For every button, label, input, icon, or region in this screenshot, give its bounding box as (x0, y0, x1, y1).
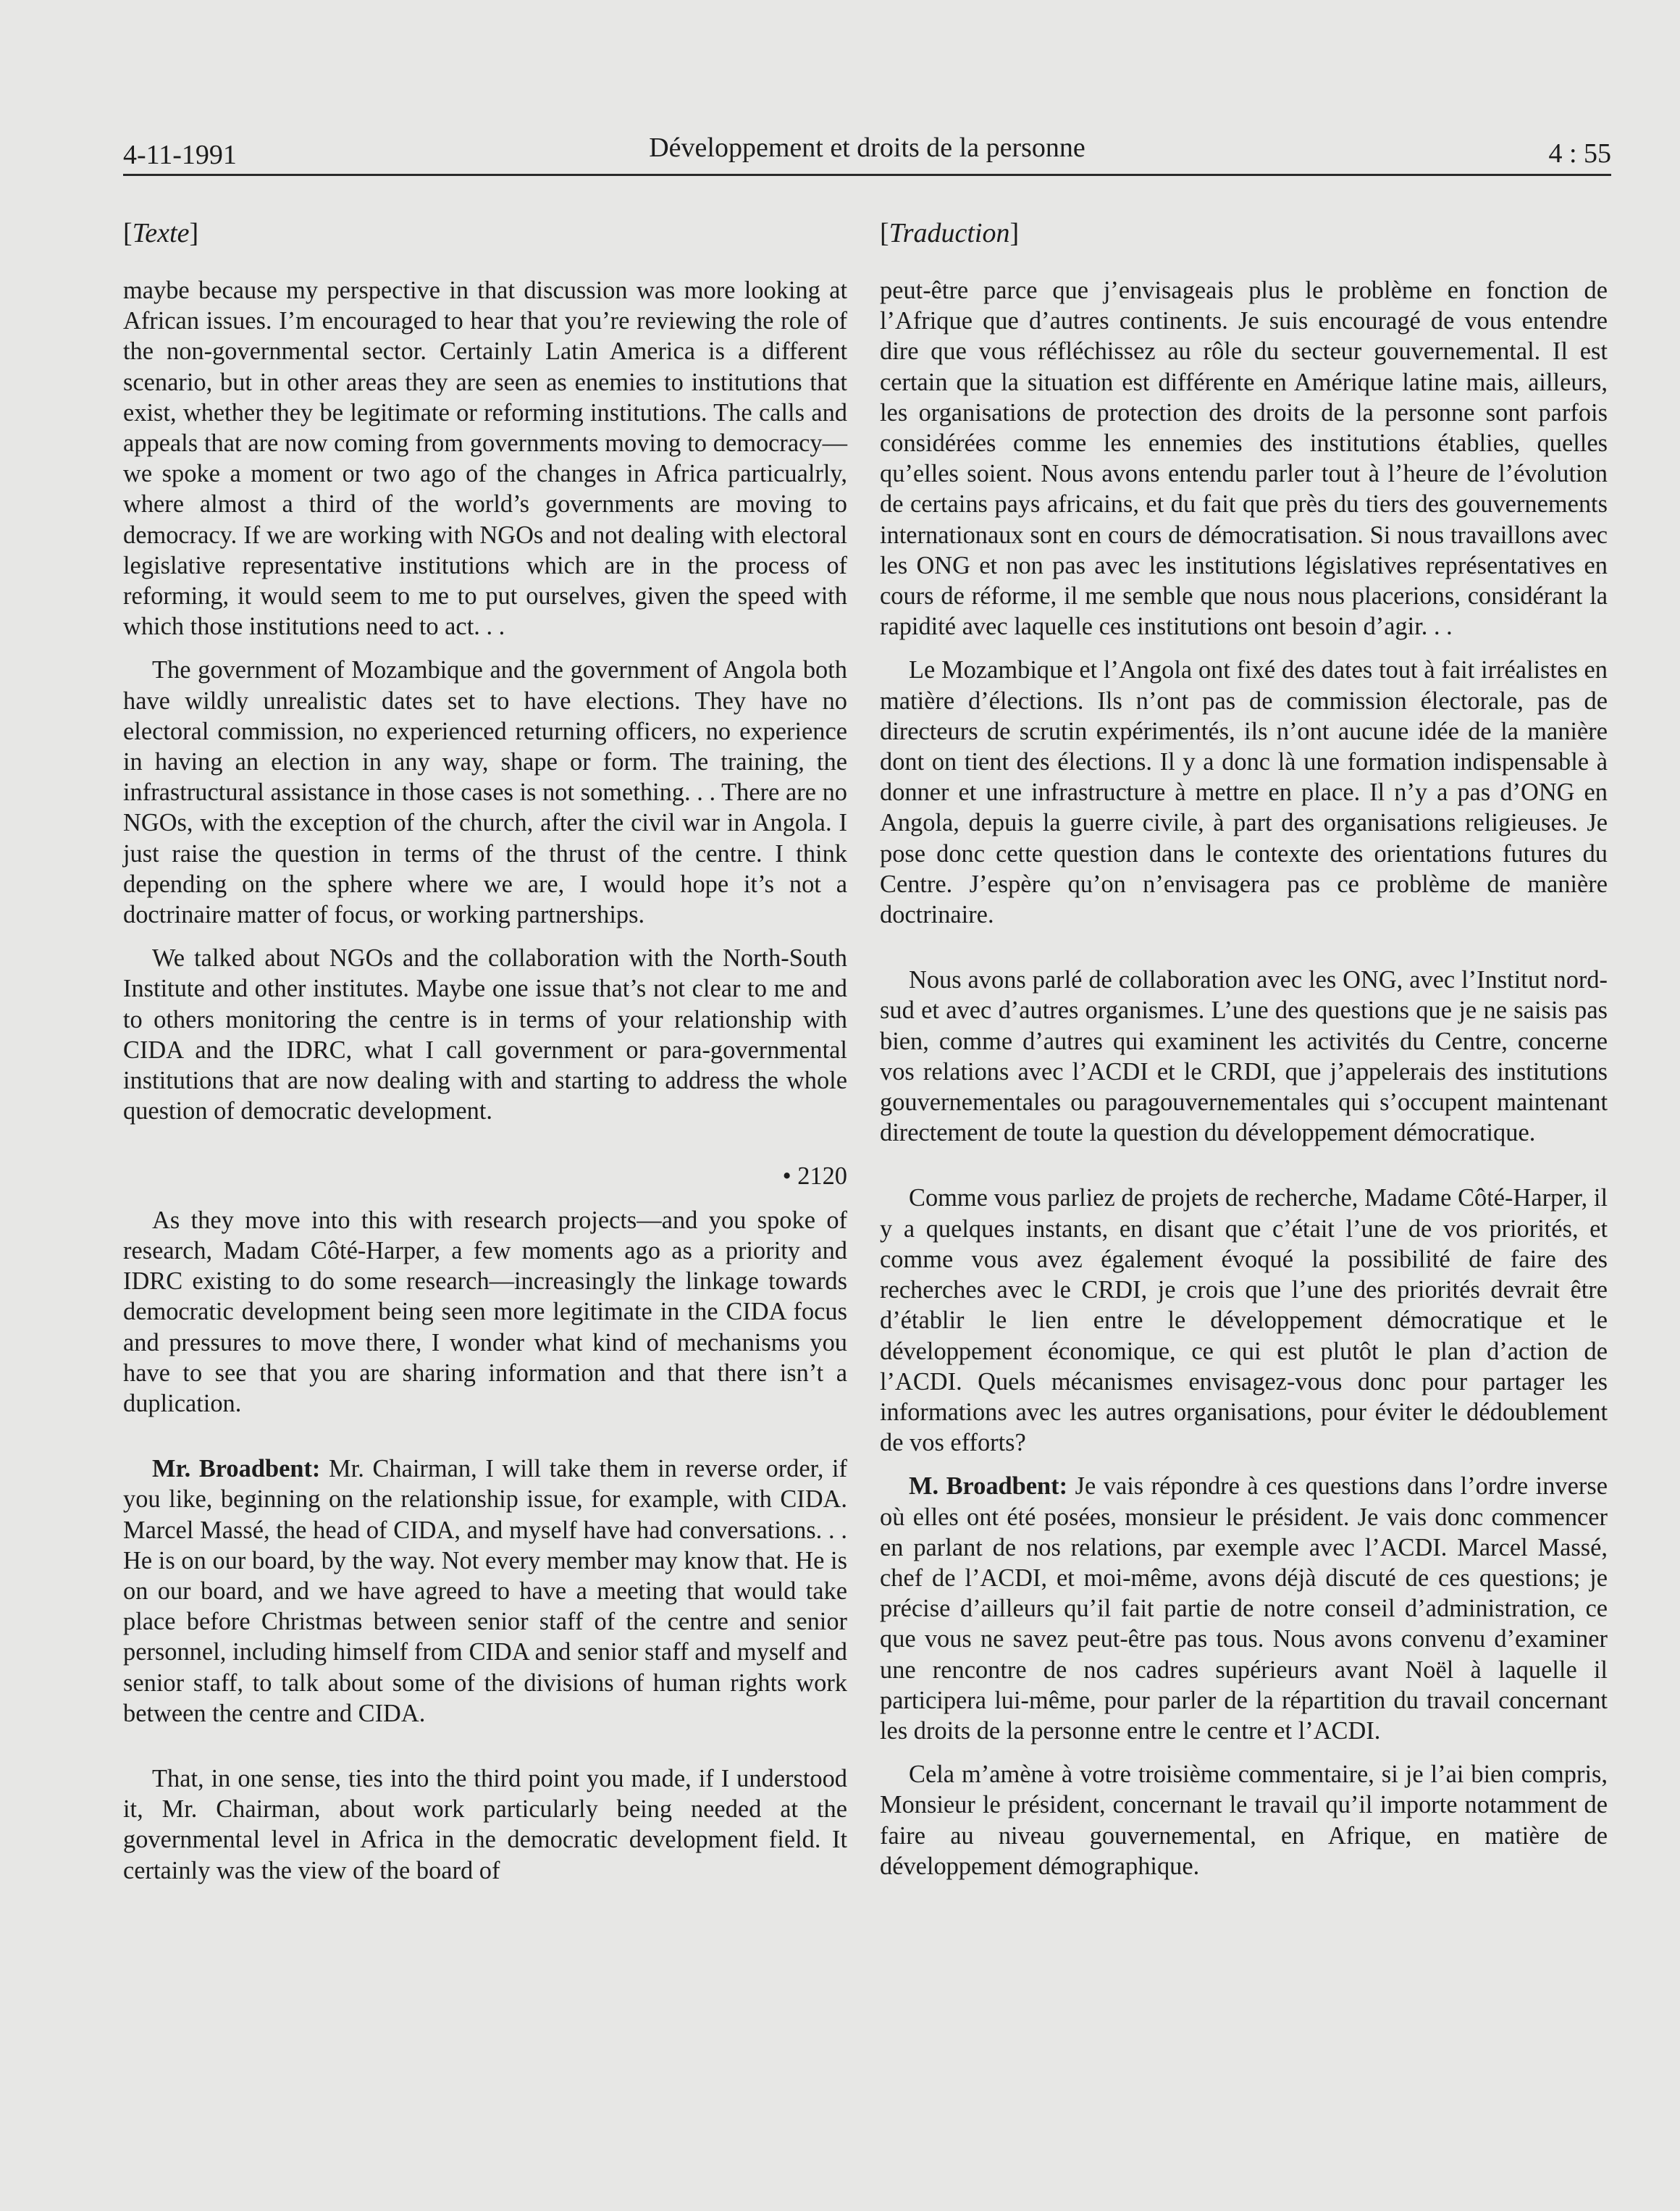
paragraph: We talked about NGOs and the collaboration with the North-South Institute and other institutes. Maybe one issue that’s not clear to me and to others monitoring the centre is in terms of your relationship with CIDA and the IDRC, what I call government or para-governmental institutions that are now dealing with and starting to address the whole question of democratic development. (123, 944, 847, 1125)
time-marker: • 2120 (782, 1162, 847, 1191)
paragraph: Cela m’amène à votre troisième commentaire, si je l’ai bien compris, Monsieur le président, concernant le travail qu’il importe notamment de faire au niveau gouvernemental, en Afrique, en matière de développement démographique. (880, 1761, 1608, 1880)
paragraph: As they move into this with research projects—and you spoke of research, Madam Côté-Harper, a few moments ago as a priority and IDRC existing to do some research—increasingly the linkage towards democratic development being seen more legitimate in the CIDA focus and pressures to move there, I wonder what kind of mechanisms you have to see that you are sharing information and that there isn’t a duplication. (123, 1206, 847, 1417)
paragraph: The government of Mozambique and the government of Angola both have wildly unrealistic dates set to have elections. They have no electoral commission, no experienced returning officers, no experience in having an election in any way, shape or form. The training, the infrastructural assistance in those cases is not something. . . There are no NGOs, with the exception of the church, after the civil war in Angola. I just raise the question in terms of the thrust of the centre. I think depending on the sphere where we are, I would hope it’s not a doctrinaire matter of focus, or working partnerships. (123, 656, 847, 929)
header-title: Développement et droits de la personne (649, 133, 1085, 163)
paragraph: Le Mozambique et l’Angola ont fixé des dates tout à fait irréalistes en matière d’élections. Ils n’ont pas de commission électorale, pas de directeurs de scrutin expérimentés, ils n’ont aucune idée de la manière dont on tient des élections. Il y a donc là une formation indispensable à donner et une infrastructure à mettre en place. Il n’y a pas d’ONG en Angola, depuis la guerre civile, à part des organisations religieuses. Je pose donc cette question dans le contexte des orientations futures du Centre. J’espère qu’on n’envisagera pas ce problème de manière doctrinaire. (880, 656, 1608, 929)
header-page-number: 4 : 55 (1548, 138, 1611, 169)
speaker-paragraph: M. Broadbent: Je vais répondre à ces questions dans l’ordre inverse où elles ont été posées, monsieur le président. Je vais donc commencer en parlant de nos relations, par exemple avec l’ACDI. Marcel Massé, chef de l’ACDI, et moi-même, avons déjà discuté de ces questions; je précise d’ailleurs qu’il fait partie de notre conseil d’administration, ce que vous ne savez peut-être pas tous. Nous avons convenu d’examiner une rencontre de nos cadres supérieurs avant Noël à laquelle il participera lui-même, pour parler de la répartition du travail concernant les droits de la personne entre le centre et l’ACDI. (880, 1472, 1608, 1745)
page-header (123, 122, 1611, 176)
paragraph: That, in one sense, ties into the third point you made, if I understood it, Mr. Chairman, about work particularly being needed at the governmental level in Africa in the democratic development field. It certainly was the view of the board of (123, 1764, 847, 1884)
paragraph: peut-être parce que j’envisageais plus le problème en fonction de l’Afrique que d’autres continents. Je suis encouragé de vous entendre dire que vous réfléchissez au rôle du secteur gouvernemental. Il est certain que la situation est différente en Amérique latine mais, ailleurs, les organisations de protection des droits de la personne sont parfois considérées comme les ennemies des institutions établies, quelles qu’elles soient. Nous avons entendu parler tout à l’heure de l’évolution de certains pays africains, et du fait que près du tiers des gouvernements internationaux sont en cours de démocratisation. Si nous travaillons avec les ONG et non pas avec les institutions législatives représentatives en cours de réforme, il me semble que nous nous placerions, considérant la rapidité avec laquelle ces institutions ont besoin d’agir. . . (880, 277, 1608, 641)
paragraph: maybe because my perspective in that discussion was more looking at African issues. I’m encouraged to hear that you’re reviewing the role of the non-governmental sector. Certainly Latin America is a different scenario, but in other areas they are seen as enemies to institutions that exist, whether they be legitimate or reforming institutions. The calls and appeals that are now coming from governments moving to democracy—we spoke a moment or two ago of the changes in Africa particualrly, where almost a third of the world’s governments are moving to democracy. If we are working with NGOs and not dealing with electoral legislative representative institutions which are in the process of reforming, it would seem to me to put ourselves, given the speed with which those institutions need to act. . . (123, 277, 847, 641)
french-translation-column (880, 217, 1608, 1881)
column-label-traduction: [Traduction] (880, 218, 1020, 248)
speaker-name: Mr. Broadbent: (152, 1455, 321, 1483)
english-text-column (123, 217, 847, 1886)
paragraph: Nous avons parlé de collaboration avec les ONG, avec l’Institut nord-sud et avec d’autres organismes. L’une des questions que je ne saisis pas bien, comme d’autres qui examinent les activités du Centre, concerne vos relations avec l’ACDI et le CRDI, que j’appelerais des institutions gouvernementales ou paragouvernementales qui s’occupent maintenant directement de toute la question du développement démocratique. (880, 966, 1608, 1147)
speaker-paragraph: Mr. Broadbent: Mr. Chairman, I will take them in reverse order, if you like, beginning on the relationship issue, for example, with CIDA. Marcel Massé, the head of CIDA, and myself have had conversations. . . He is on our board, by the way. Not every member may know that. He is on our board, and we have agreed to have a meeting that would take place before Christmas between senior staff of the centre and senior personnel, including himself from CIDA and senior staff and myself and senior staff, to talk about some of the divisions of human rights work between the centre and CIDA. (123, 1455, 847, 1727)
column-label-texte: [Texte] (123, 218, 199, 248)
paragraph: Comme vous parliez de projets de recherche, Madame Côté-Harper, il y a quelques instants, en disant que c’était l’une de vos priorités, et comme vous avez également évoqué la possibilité de faire des recherches avec le CRDI, je crois que l’une des priorités devrait être d’établir le lien entre le développement démocratique et le développement économique, ce qui est plutôt le plan d’action de l’ACDI. Quels mécanismes envisagez-vous donc pour partager les informations avec les autres organisations, pour éviter le dédoublement de vos efforts? (880, 1184, 1608, 1457)
header-date: 4-11-1991 (123, 140, 237, 170)
speaker-name: M. Broadbent: (909, 1472, 1068, 1501)
